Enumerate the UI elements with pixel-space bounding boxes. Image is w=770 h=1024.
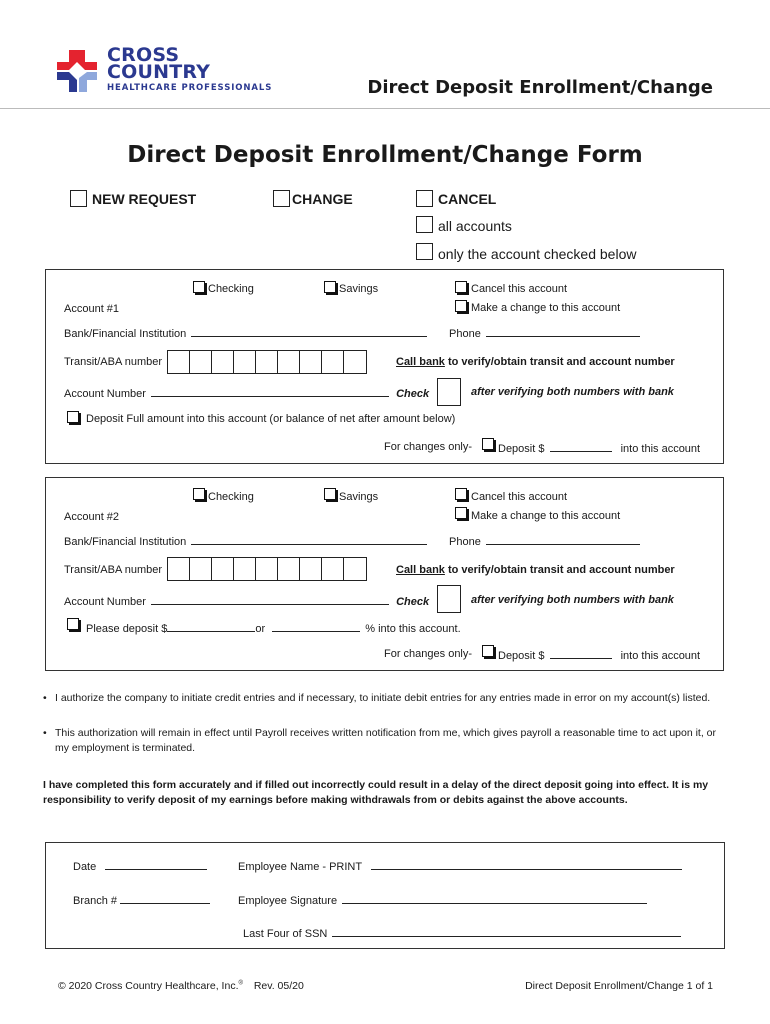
change-label: CHANGE [292, 191, 353, 207]
footer-revision: Rev. 05/20 [253, 980, 304, 992]
account-2-change-label: Make a change to this account [471, 510, 621, 522]
all-accounts-label: all accounts [438, 218, 512, 234]
date-row [73, 859, 207, 873]
footer-registered-mark: ® [238, 980, 243, 987]
account-2-account-number-label: Account Number [64, 596, 146, 608]
account-2-checking-label: Checking [208, 491, 254, 503]
account-2-deposit-percent-field[interactable] [272, 621, 360, 632]
account-2-phone-row [449, 534, 640, 548]
account-2-into-account-label: into this account [620, 650, 701, 662]
account-2-bank-field[interactable] [191, 534, 427, 545]
header-divider [0, 108, 770, 109]
account-1-account-number-row [64, 386, 429, 400]
account-1-deposit-amount-checkbox[interactable] [482, 438, 494, 450]
account-1-account-number-label: Account Number [64, 388, 146, 400]
only-checked-label: only the account checked below [438, 246, 637, 262]
account-2-checking-checkbox[interactable] [193, 488, 205, 500]
account-2-transit-digits[interactable] [167, 557, 367, 581]
account-1-into-account-label: into this account [620, 443, 701, 455]
account-2-cancel-label: Cancel this account [471, 491, 567, 503]
bullet-2-marker: • [43, 727, 47, 739]
only-checked-checkbox[interactable] [416, 243, 433, 260]
account-2-call-bank-text: to verify/obtain transit and account number [444, 564, 675, 576]
employee-name-label: Employee Name - PRINT [238, 861, 362, 873]
account-2-check-box[interactable] [437, 585, 461, 613]
account-1-checking-checkbox[interactable] [193, 281, 205, 293]
account-1-bank-row [64, 326, 427, 340]
signature-section [45, 842, 725, 949]
account-1-checking-label: Checking [208, 283, 254, 295]
account-2-deposit-dollar-field[interactable] [167, 621, 255, 632]
change-checkbox[interactable] [273, 190, 290, 207]
account-1-cancel-checkbox[interactable] [455, 281, 467, 293]
bullet-1-marker: • [43, 692, 47, 704]
branch-label: Branch # [73, 895, 118, 907]
logo-line3: HEALTHCARE PROFESSIONALS [107, 83, 273, 93]
account-1-deposit-amount-field[interactable] [550, 441, 612, 452]
footer-page-label: Direct Deposit Enrollment/Change 1 of 1 [525, 980, 713, 992]
account-1-change-checkbox[interactable] [455, 300, 467, 312]
account-2-bank-label: Bank/Financial Institution [64, 536, 187, 548]
account-2-phone-field[interactable] [486, 534, 640, 545]
account-1-label: Account #1 [64, 303, 120, 315]
account-2-change-checkbox[interactable] [455, 507, 467, 519]
date-label: Date [73, 861, 97, 873]
account-2-deposit-amount-field[interactable] [550, 648, 612, 659]
account-2-savings-label: Savings [339, 491, 379, 503]
employee-signature-row [238, 893, 647, 907]
account-1-savings-checkbox[interactable] [324, 281, 336, 293]
account-2-savings-checkbox[interactable] [324, 488, 336, 500]
account-1-transit-label: Transit/ABA number [64, 356, 163, 368]
account-2-call-bank-note [396, 564, 675, 576]
date-field[interactable] [105, 859, 207, 870]
account-2-label: Account #2 [64, 511, 120, 523]
account-1-call-bank-note [396, 356, 675, 368]
account-1-bank-field[interactable] [191, 326, 427, 337]
account-1-call-bank-text: to verify/obtain transit and account number [444, 356, 675, 368]
account-2-please-deposit-label: Please deposit $ [86, 623, 168, 635]
account-2-percent-label: % into this account. [365, 623, 461, 635]
account-1-call-bank-link[interactable]: Call bank [396, 356, 445, 368]
account-2-section [45, 477, 724, 671]
account-2-after-verifying: after verifying both numbers with bank [471, 594, 674, 606]
account-2-deposit-amount-checkbox[interactable] [482, 645, 494, 657]
bullet-1-text: I authorize the company to initiate credit entries and if necessary, to initiate debit entries for any entries made in error on my account(s) listed. [55, 692, 711, 704]
account-2-please-deposit-row [86, 621, 461, 635]
account-2-call-bank-link[interactable]: Call bank [396, 564, 445, 576]
account-2-transit-label: Transit/ABA number [64, 564, 163, 576]
bullet-2-text: This authorization will remain in effect until Payroll receives written notification from me, which gives payroll a reasonable time to act upon it, or my employment is terminated. [55, 727, 717, 754]
ssn-field[interactable] [332, 926, 681, 937]
account-1-deposit-dollar-label: Deposit $ [498, 443, 545, 455]
account-1-change-label: Make a change to this account [471, 302, 621, 314]
cancel-label: CANCEL [438, 191, 497, 207]
account-1-after-verifying: after verifying both numbers with bank [471, 386, 674, 398]
account-2-cancel-checkbox[interactable] [455, 488, 467, 500]
all-accounts-checkbox[interactable] [416, 216, 433, 233]
account-1-transit-digits[interactable] [167, 350, 367, 374]
employee-signature-field[interactable] [342, 893, 647, 904]
account-1-phone-field[interactable] [486, 326, 640, 337]
footer-copyright: © 2020 Cross Country Healthcare, Inc. [58, 980, 239, 992]
account-1-section [45, 269, 724, 464]
account-1-account-number-field[interactable] [151, 386, 389, 397]
employee-name-field[interactable] [371, 859, 682, 870]
account-1-savings-label: Savings [339, 283, 379, 295]
account-2-or-label: or [255, 623, 266, 635]
account-2-deposit-amount-row [498, 648, 700, 662]
branch-field[interactable] [120, 893, 210, 904]
account-1-phone-label: Phone [449, 328, 481, 340]
logo-cross-mark [55, 48, 99, 94]
ssn-label: Last Four of SSN [243, 928, 328, 940]
new-request-label: NEW REQUEST [92, 191, 197, 207]
account-1-bank-label: Bank/Financial Institution [64, 328, 187, 340]
logo-line1: CROSS [107, 44, 180, 66]
footer-copyright-row [58, 980, 304, 992]
account-2-account-number-field[interactable] [151, 594, 389, 605]
account-1-check-box[interactable] [437, 378, 461, 406]
account-1-deposit-full-label: Deposit Full amount into this account (or balance of net after amount below) [86, 413, 456, 425]
account-2-for-changes-label: For changes only- [384, 648, 473, 660]
logo-line2: COUNTRY [107, 61, 211, 83]
account-2-bank-row [64, 534, 427, 548]
ssn-row [243, 926, 681, 940]
company-logo [55, 46, 285, 98]
cancel-checkbox[interactable] [416, 190, 433, 207]
account-1-deposit-amount-row [498, 441, 700, 455]
form-title: Direct Deposit Enrollment/Change Form [127, 142, 643, 168]
account-2-check-label: Check [396, 596, 430, 608]
account-1-cancel-label: Cancel this account [471, 283, 567, 295]
account-1-for-changes-label: For changes only- [384, 441, 473, 453]
employee-signature-label: Employee Signature [238, 895, 338, 907]
account-2-account-number-row [64, 594, 429, 608]
branch-row [73, 893, 210, 907]
account-1-check-label: Check [396, 388, 430, 400]
account-2-deposit-dollar-label: Deposit $ [498, 650, 545, 662]
account-2-please-deposit-checkbox[interactable] [67, 618, 79, 630]
account-1-phone-row [449, 326, 640, 340]
account-1-deposit-full-checkbox[interactable] [67, 411, 79, 423]
accuracy-statement: I have completed this form accurately and if filled out incorrectly could result in a delay of the direct deposit going into effect. It is my responsibility to verify deposit of my earnings before making withdrawals from or debits against the above accounts. [43, 779, 709, 806]
header-title: Direct Deposit Enrollment/Change [367, 77, 713, 98]
account-2-phone-label: Phone [449, 536, 481, 548]
employee-name-row [238, 859, 682, 873]
new-request-checkbox[interactable] [70, 190, 87, 207]
